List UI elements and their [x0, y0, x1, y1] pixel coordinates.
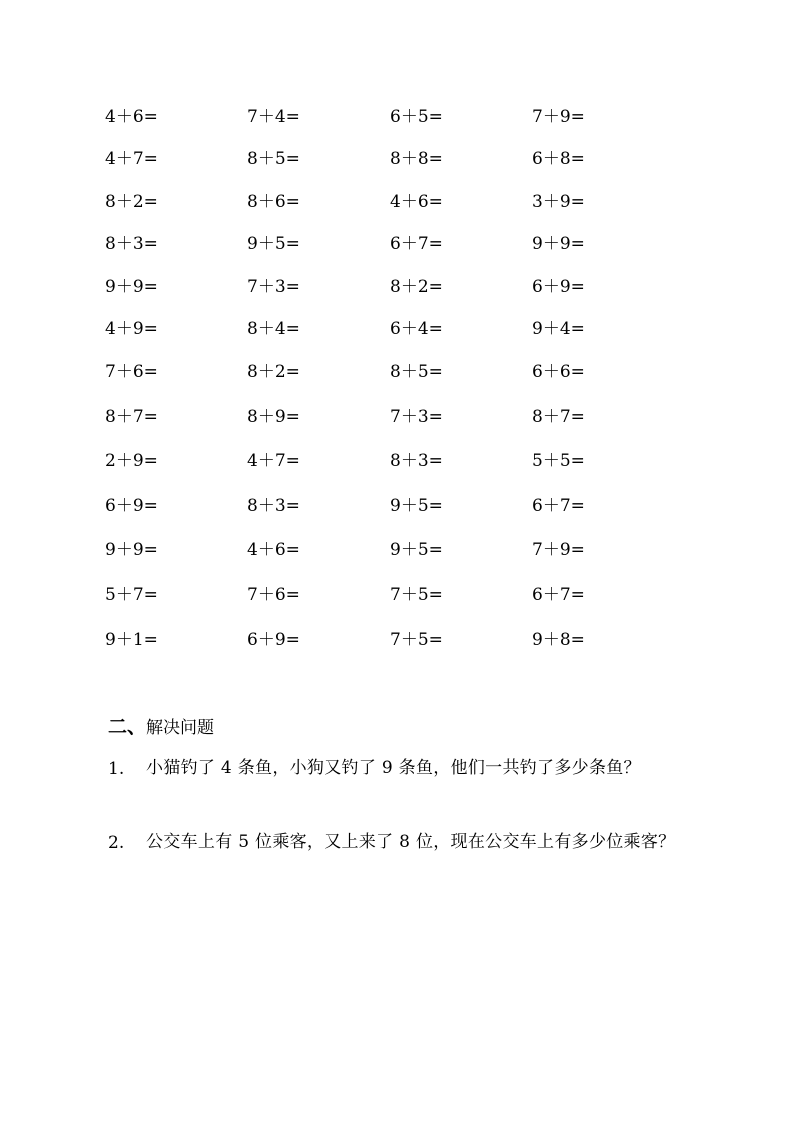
exercise-item: 5＋5= [532, 451, 585, 471]
section-heading [108, 712, 214, 743]
exercise-item: 8＋5= [390, 362, 443, 382]
exercise-item: 3＋9= [532, 192, 585, 212]
exercise-item: 7＋6= [105, 362, 158, 382]
exercise-item: 8＋3= [247, 496, 300, 516]
exercise-row [0, 491, 794, 521]
exercise-row [0, 314, 794, 344]
exercise-item: 6＋9= [247, 630, 300, 650]
exercise-row [0, 102, 794, 132]
exercise-item: 8＋4= [247, 319, 300, 339]
exercise-row [0, 357, 794, 387]
exercise-item: 8＋2= [247, 362, 300, 382]
exercise-item: 9＋9= [105, 540, 158, 560]
exercise-item: 8＋5= [247, 149, 300, 169]
problem-text: 公交车上有 5 位乘客，又上来了 8 位，现在公交车上有多少位乘客？ [146, 832, 676, 852]
exercise-item: 7＋9= [532, 107, 585, 127]
exercise-item: 9＋8= [532, 630, 585, 650]
exercise-item: 5＋7= [105, 585, 158, 605]
exercise-row [0, 446, 794, 476]
exercise-item: 4＋6= [247, 540, 300, 560]
exercise-item: 7＋3= [247, 277, 300, 297]
exercise-item: 7＋6= [247, 585, 300, 605]
exercise-item: 8＋2= [105, 192, 158, 212]
exercise-item: 6＋9= [532, 277, 585, 297]
exercise-item: 4＋6= [390, 192, 443, 212]
exercise-item: 8＋9= [247, 407, 300, 427]
exercise-item: 7＋9= [532, 540, 585, 560]
exercise-row [0, 625, 794, 655]
exercise-item: 9＋4= [532, 319, 585, 339]
problem-number: 1. [108, 759, 125, 779]
exercise-item: 9＋5= [390, 496, 443, 516]
exercise-item: 7＋4= [247, 107, 300, 127]
exercise-item: 9＋9= [532, 234, 585, 254]
exercise-item: 6＋8= [532, 149, 585, 169]
exercise-item: 6＋5= [390, 107, 443, 127]
exercise-item: 6＋4= [390, 319, 443, 339]
exercise-row [0, 402, 794, 432]
exercise-item: 9＋1= [105, 630, 158, 650]
exercise-row [0, 229, 794, 259]
exercise-item: 6＋7= [532, 585, 585, 605]
exercise-item: 8＋6= [247, 192, 300, 212]
exercise-row [0, 535, 794, 565]
exercise-item: 4＋7= [105, 149, 158, 169]
exercise-item: 8＋7= [105, 407, 158, 427]
exercise-item: 7＋3= [390, 407, 443, 427]
exercise-row [0, 187, 794, 217]
problem-text: 小猫钓了 4 条鱼，小狗又钓了 9 条鱼，他们一共钓了多少条鱼？ [146, 758, 641, 778]
exercise-item: 6＋7= [532, 496, 585, 516]
exercise-item: 7＋5= [390, 630, 443, 650]
section-number: 二、 [108, 716, 147, 738]
exercise-item: 6＋7= [390, 234, 443, 254]
exercise-item: 9＋5= [247, 234, 300, 254]
exercise-item: 4＋7= [247, 451, 300, 471]
exercise-item: 2＋9= [105, 451, 158, 471]
exercise-item: 4＋6= [105, 107, 158, 127]
exercise-item: 9＋9= [105, 277, 158, 297]
exercise-item: 8＋2= [390, 277, 443, 297]
exercise-item: 8＋7= [532, 407, 585, 427]
exercise-item: 8＋3= [390, 451, 443, 471]
exercise-row [0, 144, 794, 174]
exercise-item: 6＋9= [105, 496, 158, 516]
exercise-item: 8＋8= [390, 149, 443, 169]
exercise-item: 7＋5= [390, 585, 443, 605]
section-title-text: 解决问题 [146, 718, 215, 738]
problem-number: 2. [108, 833, 125, 853]
exercise-item: 4＋9= [105, 319, 158, 339]
exercise-row [0, 272, 794, 302]
exercise-row [0, 580, 794, 610]
exercise-item: 8＋3= [105, 234, 158, 254]
exercise-item: 9＋5= [390, 540, 443, 560]
exercise-item: 6＋6= [532, 362, 585, 382]
